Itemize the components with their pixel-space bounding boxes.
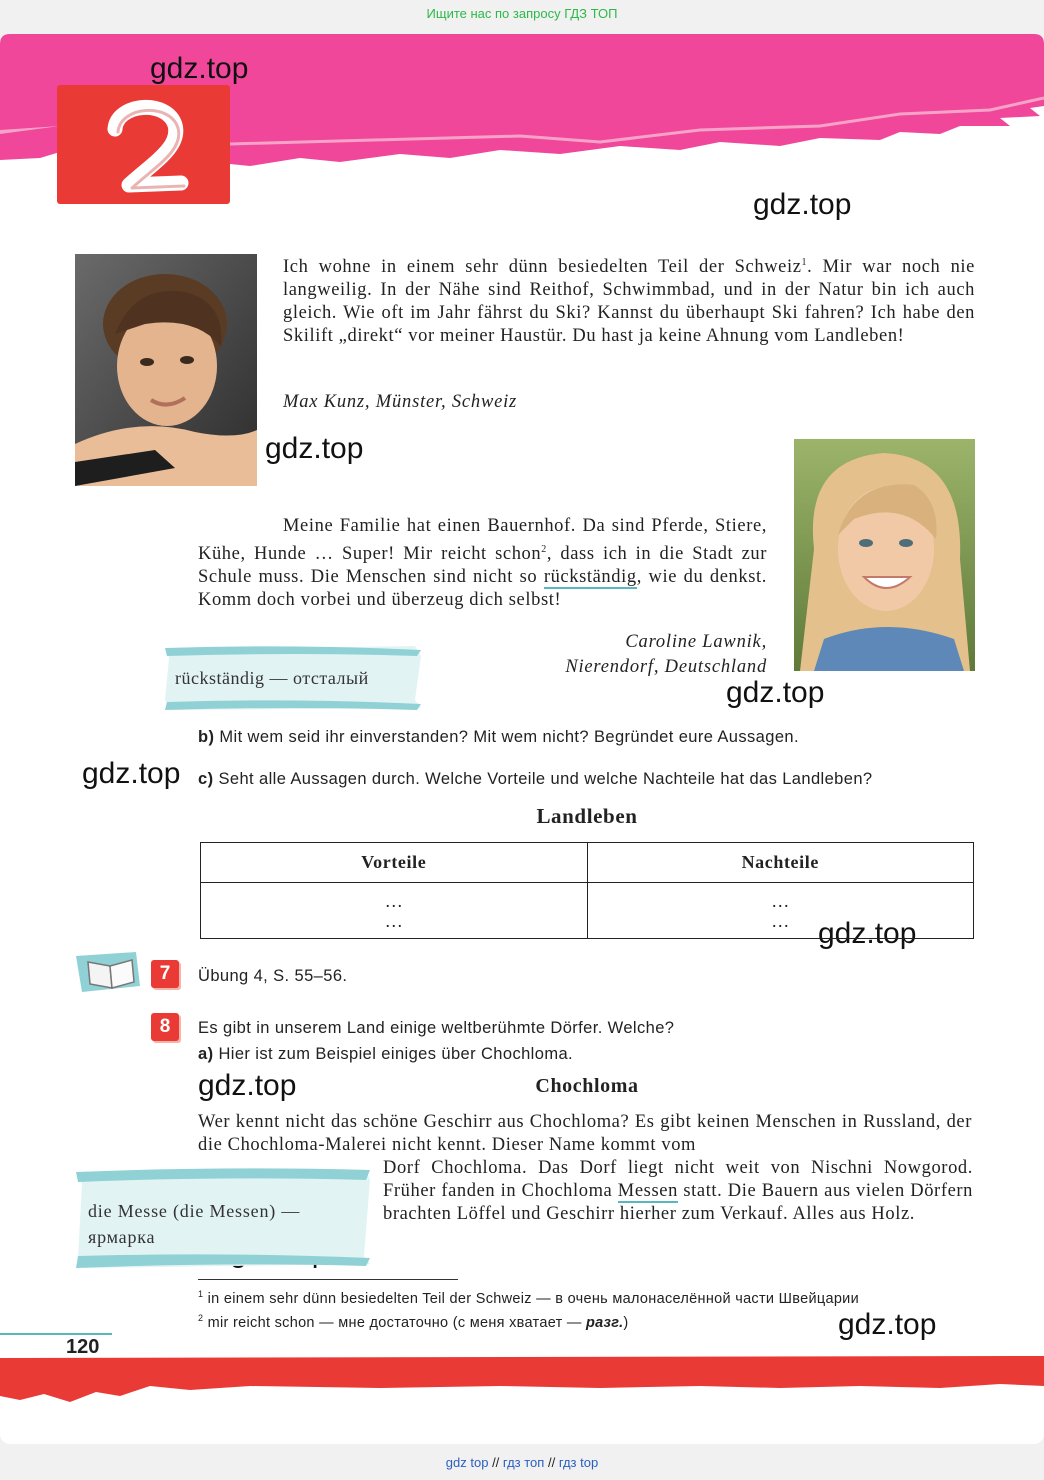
table-cell-nachteile <box>587 883 974 939</box>
unit-number-2-icon <box>57 85 230 204</box>
exercise-8a-text: Hier ist zum Beispiel einiges über Chochloma. <box>218 1045 574 1063</box>
signature-max-kunz: Max Kunz, Münster, Schweiz <box>283 392 518 412</box>
underlined-word-rueckstaendig: rückständig <box>543 567 637 588</box>
page-number: 120 <box>66 1336 100 1358</box>
bottom-link-separator: // <box>547 1455 556 1470</box>
gloss-messe <box>88 1198 300 1250</box>
table-title: Landleben <box>536 804 638 828</box>
photo-girl <box>794 439 975 671</box>
footnotes <box>198 1285 859 1333</box>
chochloma-title: Chochloma <box>535 1075 639 1097</box>
letter2-part1: Meine Familie hat einen Bauernhof. Da sind Pferde, Stiere, Kühe, Hunde … Super! Mir reicht schon <box>198 516 767 565</box>
footnote-ref-2: 2 <box>541 544 547 555</box>
table-cell-vorteile <box>201 883 588 939</box>
table-header-nachteile: Nachteile <box>587 843 974 883</box>
chochloma-text-2 <box>383 1157 973 1226</box>
signature-line2: Nierendorf, Deutschland <box>565 657 767 677</box>
letter-max-kunz <box>283 251 975 348</box>
exercise-8a-label: a) <box>198 1045 214 1063</box>
footnote-1-number: 1 <box>198 1289 204 1299</box>
watermark: gdz.top <box>818 917 917 950</box>
exercise-7-text: Übung 4, S. 55–56. <box>198 967 348 985</box>
letter2-part2: , dass ich in die Stadt zur Schule muss. Die Menschen sind nicht so <box>198 544 767 588</box>
chochloma-text-2a: Dorf Chochloma. Das Dorf liegt nicht weit von Nischni Nowgorod. Früher fanden in Chochloma <box>383 1158 973 1201</box>
footnote-ref-1: 1 <box>801 257 808 268</box>
letter1-rest: . Mir war noch nie langweilig. In der Nähe sind Reithof, Schwimmbad, und in der Natur bin ich auch gleich. Wie oft im Jahr fährst du Ski? Kannst du überhaupt Ski fahren? Ich habe den Skilift „direkt“ vor meiner Haustür. Du hast ja keine Ahnung vom Landleben! <box>283 257 975 347</box>
table-header-vorteile: Vorteile <box>201 843 588 883</box>
task-b <box>198 728 799 747</box>
exercise-8-badge: 8 <box>151 1013 179 1041</box>
search-banner[interactable]: Ищите нас по запросу ГДЗ ТОП <box>426 6 618 21</box>
exercise-7-badge: 7 <box>151 960 179 988</box>
watermark: gdz.top <box>265 432 364 465</box>
chochloma-text-1: Wer kennt nicht das schöne Geschirr aus Chochloma? Es gibt keinen Menschen in Russland, der die Chochloma-Malerei nicht kennt. Dieser Name kommt vom <box>198 1112 972 1155</box>
page-number-rule <box>0 1333 112 1335</box>
table-cell-line: … <box>384 910 403 931</box>
signature-caroline <box>430 630 767 680</box>
task-c-text: Seht alle Aussagen durch. Welche Vorteile und welche Nachteile hat das Landleben? <box>218 770 873 788</box>
footer-brush-stroke <box>0 1356 1044 1408</box>
footnote-2 <box>198 1309 859 1333</box>
unit-number-box <box>57 85 230 204</box>
chochloma-text-2b: statt. Die Bauern aus vielen Dörfern brachten Löffel und Geschirr hierher zum Verkauf. Alles aus Holz. <box>383 1181 974 1224</box>
table-cell-line: … <box>384 890 403 911</box>
exercise-8-text: Es gibt in unserem Land einige weltberühmte Dörfer. Welche? <box>198 1019 675 1037</box>
bottom-link-separator: // <box>492 1455 500 1470</box>
landleben-table <box>200 842 974 939</box>
bottom-link-1[interactable]: gdz top <box>445 1455 489 1470</box>
photo-boy <box>75 254 257 486</box>
footnote-2-number: 2 <box>198 1312 204 1323</box>
signature-line1: Caroline Lawnik, <box>625 632 767 652</box>
exercise-8a <box>198 1045 573 1064</box>
bottom-link-3[interactable]: гдз top <box>558 1455 599 1470</box>
bottom-links <box>0 1455 1044 1470</box>
footnote-1 <box>198 1285 859 1309</box>
watermark: gdz.top <box>753 188 852 221</box>
bottom-link-2[interactable]: гдз топ <box>502 1455 545 1470</box>
letter2-part3: , wie du denkst. Komm doch vorbei und überzeug dich selbst! <box>198 567 767 611</box>
footnote-1-text: in einem sehr dünn besiedelten Teil der Schweiz — в очень малонаселённой части Швейцарии <box>207 1290 859 1307</box>
gloss-messe-line2: ярмарка <box>88 1227 156 1247</box>
gloss-rueckstaendig: rückständig — отсталый <box>175 668 369 688</box>
task-b-text: Mit wem seid ihr einverstanden? Mit wem nicht? Begründet eure Aussagen. <box>219 728 799 746</box>
watermark: gdz.top <box>198 1069 297 1102</box>
footnote-2-text: mir reicht schon — мне достаточно (с меня хватает — <box>207 1314 582 1331</box>
watermark: gdz.top <box>838 1308 937 1341</box>
letter1-text: Ich wohne in einem sehr dünn besiedelten Teil der Schweiz <box>283 257 802 278</box>
workbook-book-icon <box>76 948 142 996</box>
task-b-label: b) <box>198 728 215 746</box>
task-c <box>198 770 873 789</box>
watermark: gdz.top <box>82 757 181 790</box>
watermark: gdz.top <box>150 52 249 85</box>
task-c-label: c) <box>198 770 214 788</box>
footnote-2-abbrev: разг. <box>586 1314 624 1331</box>
underlined-word-messen: Messen <box>617 1181 678 1201</box>
watermark: gdz.top <box>726 676 825 709</box>
footnote-2-close: ) <box>623 1314 629 1331</box>
footnote-divider <box>198 1279 458 1280</box>
letter-caroline-lawnik <box>198 515 767 612</box>
gloss-messe-line1: die Messe (die Messen) — <box>88 1201 301 1221</box>
table-cell-line: … <box>771 910 790 931</box>
table-cell-line: … <box>771 890 790 911</box>
